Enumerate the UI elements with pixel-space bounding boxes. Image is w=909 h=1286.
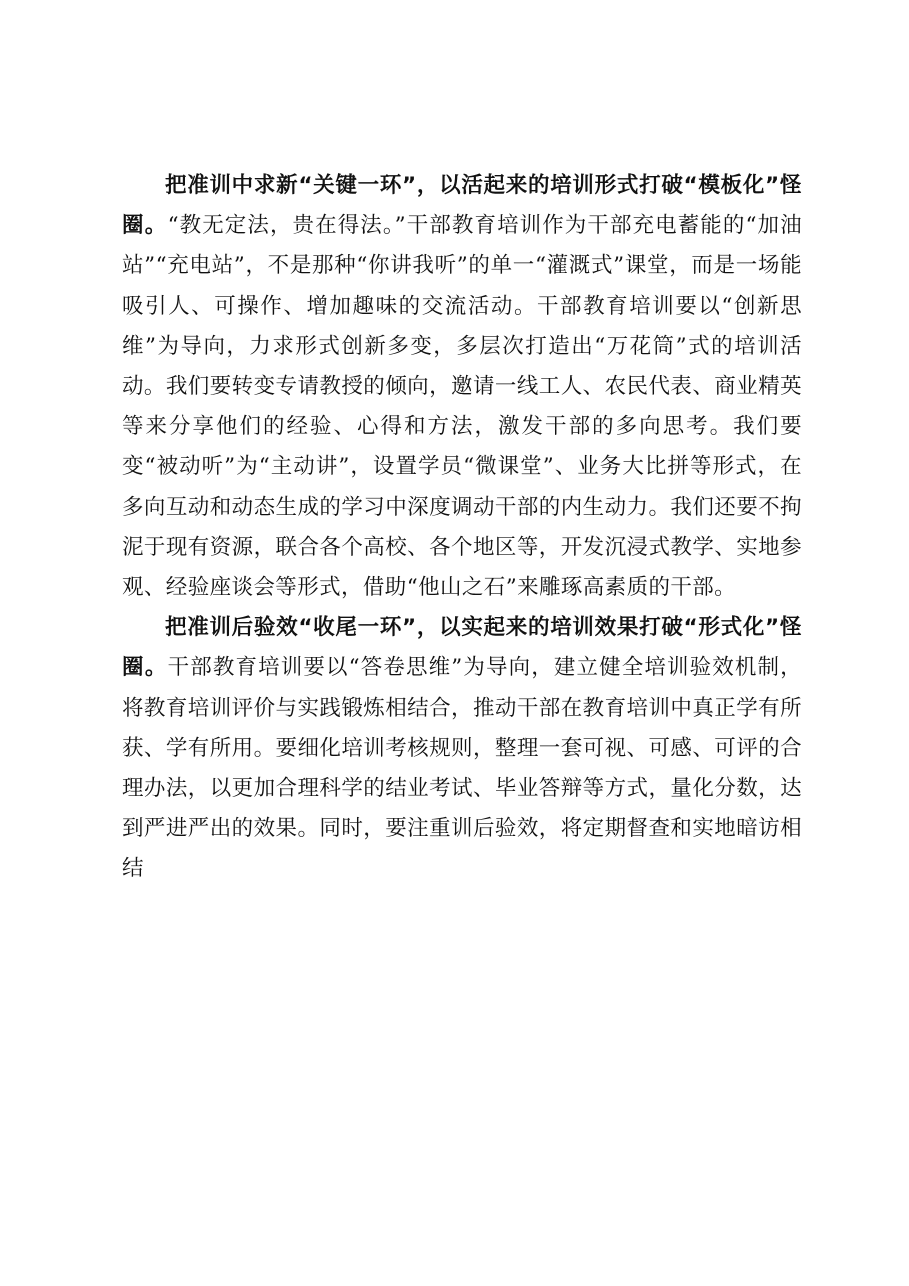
paragraph-2-lead: 把准训后验效“收尾一环”，以实起来的培训效果打破“形式化”怪圈。 bbox=[122, 615, 802, 681]
paragraph-1 bbox=[122, 166, 802, 608]
paragraph-1-lead: 把准训中求新“关键一环”，以活起来的培训形式打破“模板化”怪圈。 bbox=[122, 173, 802, 239]
article-body bbox=[122, 166, 802, 890]
paragraph-2 bbox=[122, 608, 802, 889]
paragraph-1-body: “教无定法，贵在得法。”干部教育培训作为干部充电蓄能的“加油站”“充电站”，不是那种“你讲我听”的单一“灌溉式”课堂，而是一场能吸引人、可操作、增加趣味的交流活动。干部教育培训要以“创新思维”为导向，力求形式创新多变，多层次打造出“万花筒”式的培训活动。我们要转变专请教授的倾向，邀请一线工人、农民代表、商业精英等来分享他们的经验、心得和方法，激发干部的多向思考。我们要变“被动听”为“主动讲”，设置学员“微课堂”、业务大比拼等形式，在多向互动和动态生成的学习中深度调动干部的内生动力。我们还要不拘泥于现有资源，联合各个高校、各个地区等，开发沉浸式教学、实地参观、经验座谈会等形式，借助“他山之石”来雕琢高素质的干部。 bbox=[122, 213, 802, 601]
paragraph-2-body: 干部教育培训要以“答卷思维”为导向，建立健全培训验效机制，将教育培训评价与实践锻炼相结合，推动干部在教育培训中真正学有所获、学有所用。要细化培训考核规则，整理一套可视、可感、可评的合理办法，以更加合理科学的结业考试、毕业答辩等方式，量化分数，达到严进严出的效果。同时，要注重训后验效，将定期督查和实地暗访相结 bbox=[122, 655, 802, 882]
